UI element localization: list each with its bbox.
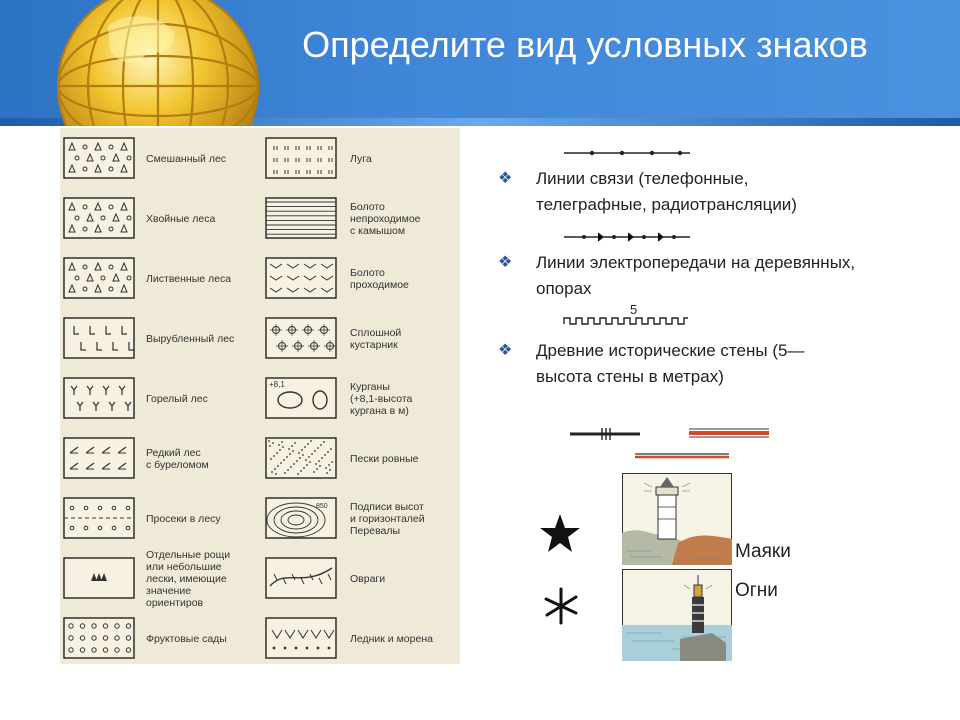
- legend-label: Овраги: [350, 573, 386, 585]
- legend-symbol-box: [64, 618, 134, 658]
- legend-label: Хвойные леса: [146, 213, 216, 225]
- lighthouse-star-icon: [538, 512, 582, 554]
- legend-symbol-box: [266, 198, 336, 238]
- legend-label: Редкий лес с буреломом: [146, 447, 209, 471]
- diamond-bullet-icon: ❖: [498, 170, 513, 187]
- legend-cell: [64, 378, 208, 418]
- map-legend-table: [60, 128, 460, 664]
- legend-label: Луга: [350, 153, 372, 165]
- legend-cell: [266, 258, 409, 298]
- legend-cell: [64, 258, 231, 298]
- contour-height-label: 850: [316, 503, 328, 510]
- legend-symbol-box: [266, 318, 336, 358]
- legend-label: Просеки в лесу: [146, 513, 221, 525]
- bullet-power-lines: ❖ Линии электропередачи на деревянных, опорах: [498, 250, 858, 302]
- legend-cell: [266, 318, 401, 358]
- legend-label: Лиственные леса: [146, 273, 232, 285]
- legend-symbol-box: [64, 318, 134, 358]
- legend-cell: [64, 438, 209, 478]
- legend-cell: [64, 138, 226, 178]
- legend-cell: [266, 378, 413, 418]
- legend-label: Болото проходимое: [350, 267, 409, 291]
- legend-label: Подписи высот и горизонталей Перевалы: [350, 501, 425, 537]
- legend-symbol-box: [64, 438, 134, 478]
- legend-cell: [64, 618, 227, 658]
- legend-label: Ледник и морена: [350, 633, 433, 645]
- diamond-bullet-icon: ❖: [498, 254, 513, 271]
- legend-label: Сплошной кустарник: [350, 327, 402, 351]
- legend-cell: [64, 318, 234, 358]
- legend-cell: [64, 549, 230, 609]
- caption-lighthouses: Маяки: [735, 541, 791, 562]
- wall-height-label: 5: [630, 302, 638, 317]
- caption-lights: Огни: [735, 580, 778, 601]
- legend-symbol-box: [266, 438, 336, 478]
- bullet-ancient-walls: ❖ Древние исторические стены (5— высота стены в метрах): [498, 338, 858, 390]
- legend-symbol-box: [64, 378, 134, 418]
- power-line-red-symbol: [688, 428, 770, 438]
- light-asterisk-icon: [542, 586, 580, 626]
- pipeline-symbol: [568, 426, 642, 442]
- communication-line-symbol: [562, 146, 692, 160]
- legend-label: Пески ровные: [350, 453, 419, 465]
- signal-light-illustration: [622, 569, 732, 661]
- lighthouse-illustration: [622, 473, 732, 565]
- slide-title: Определите вид условных знаков: [302, 24, 868, 65]
- legend-cell: [266, 138, 372, 178]
- legend-cell: [266, 618, 433, 658]
- legend-label: Фруктовые сады: [146, 633, 227, 645]
- legend-label: Горелый лес: [146, 393, 208, 405]
- mound-height-label: +8,1: [269, 380, 285, 389]
- legend-cell: [266, 198, 421, 238]
- globe-icon: [48, 0, 268, 126]
- legend-cell: [266, 438, 419, 478]
- legend-label: Вырубленный лес: [146, 333, 235, 345]
- legend-label: Смешанный лес: [146, 153, 227, 165]
- bullet-communication-lines: ❖ Линии связи (телефонные, телеграфные, радиотрансляции): [498, 166, 858, 218]
- ancient-wall-symbol: [562, 300, 690, 328]
- legend-label: Болото непроходимое с камышом: [350, 201, 421, 237]
- road-symbol: [634, 452, 730, 460]
- legend-cell: [64, 198, 215, 238]
- legend-label: Курганы (+8,1-высота кургана в м): [350, 381, 413, 417]
- legend-cell: [64, 498, 221, 538]
- legend-label: Отдельные рощи или небольшие лески, имеющие значение ориентиров: [146, 549, 231, 609]
- legend-cell: [266, 498, 425, 538]
- legend-cell: [266, 558, 385, 598]
- power-line-symbol: [562, 230, 692, 244]
- diamond-bullet-icon: ❖: [498, 342, 513, 359]
